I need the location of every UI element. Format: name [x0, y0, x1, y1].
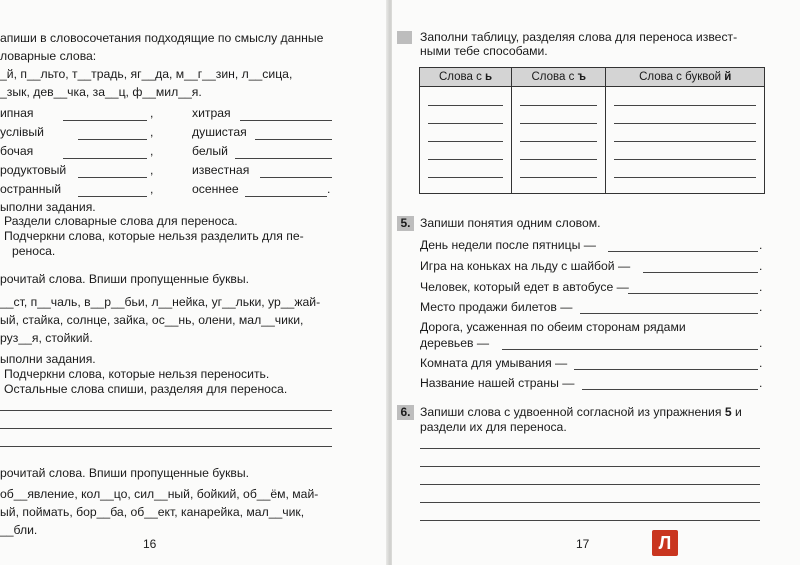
task-intro-line: _зык, дев__чка, за__ц, ф__мил__я.	[0, 85, 202, 99]
task-line: Подчеркни слова, которые нельзя разделить для пе-	[4, 229, 304, 243]
task-title: Запиши понятия одним словом.	[420, 216, 601, 230]
right-page	[392, 0, 800, 565]
definition-item: Комната для умывания —	[420, 356, 568, 370]
period: .	[327, 182, 331, 196]
column-header-hard-sign: Слова с ъ	[512, 68, 606, 87]
answer-line[interactable]	[78, 196, 147, 197]
comma: ,	[150, 106, 154, 120]
answer-line[interactable]	[628, 293, 758, 294]
pair-left-label: ипная	[0, 106, 34, 120]
pair-right-label: душистая	[192, 125, 247, 139]
task-line: __бли.	[0, 523, 38, 537]
answer-line[interactable]	[245, 196, 327, 197]
task-line: __ст, п__чаль, в__р__бьи, л__нейка, уг__льки, ур__жай-	[0, 295, 321, 309]
definition-item: Человек, который едет в автобусе —	[420, 280, 629, 294]
task-line: ными тебе способами.	[420, 44, 548, 58]
task-line: раздели их для переноса.	[420, 420, 567, 434]
task-intro-line: _й, п__льто, т__традь, яг__да, м__г__зин, л__сица,	[0, 67, 293, 81]
column-header-letter-y: Слова с буквой й	[606, 68, 765, 87]
word-split-table	[419, 67, 765, 194]
writing-line[interactable]	[0, 428, 332, 429]
answer-line[interactable]	[608, 251, 758, 252]
publisher-logo: Л	[652, 530, 678, 556]
task-line: реноса.	[12, 244, 56, 258]
comma: ,	[150, 163, 154, 177]
period: .	[759, 376, 763, 390]
answer-line[interactable]	[574, 369, 758, 370]
pair-left-label: бочая	[0, 144, 34, 158]
answer-line[interactable]	[235, 158, 332, 159]
writing-line[interactable]	[420, 502, 760, 503]
pair-left-label: услівый	[0, 125, 44, 139]
task-line: ый, стайка, солнце, зайка, ос__нь, олени, мал__чики,	[0, 313, 304, 327]
comma: ,	[150, 182, 154, 196]
writing-line[interactable]	[420, 466, 760, 467]
answer-line[interactable]	[78, 139, 147, 140]
task-number-badge: 6.	[397, 405, 414, 420]
table-cell[interactable]	[606, 87, 765, 194]
task-number-badge: 5.	[397, 216, 414, 231]
comma: ,	[150, 144, 154, 158]
period: .	[759, 356, 763, 370]
pair-right-label: осеннее	[192, 182, 239, 196]
left-page	[0, 0, 388, 565]
definition-item: Название нашей страны —	[420, 376, 575, 390]
writing-line[interactable]	[420, 520, 760, 521]
pair-right-label: белый	[192, 144, 228, 158]
answer-line[interactable]	[582, 389, 758, 390]
answer-line[interactable]	[63, 158, 147, 159]
period: .	[759, 280, 763, 294]
definition-item: День недели после пятницы —	[420, 238, 596, 252]
answer-line[interactable]	[240, 120, 332, 121]
writing-line[interactable]	[0, 410, 332, 411]
definition-item: Дорога, усаженная по обеим сторонам рядами	[420, 320, 686, 334]
task-intro-line: апиши в словосочетания подходящие по смыслу данные	[0, 31, 324, 45]
pair-right-label: хитрая	[192, 106, 231, 120]
task-line: Подчеркни слова, которые нельзя переносить.	[4, 367, 270, 381]
answer-line[interactable]	[643, 272, 758, 273]
comma: ,	[150, 125, 154, 139]
task-line: Заполни таблицу, разделяя слова для переноса извест-	[420, 30, 738, 44]
pair-left-label: родуктовый	[0, 163, 67, 177]
task-line: ыполни задания.	[0, 352, 96, 366]
page-number: 16	[143, 537, 157, 551]
task-line: рочитай слова. Впиши пропущенные буквы.	[0, 466, 250, 480]
definition-item: деревьев —	[420, 336, 490, 350]
answer-line[interactable]	[502, 349, 758, 350]
writing-line[interactable]	[420, 448, 760, 449]
task-line: рочитай слова. Впиши пропущенные буквы.	[0, 272, 250, 286]
pair-left-label: остранный	[0, 182, 62, 196]
task-intro-line: ловарные слова:	[0, 49, 97, 63]
answer-line[interactable]	[580, 313, 758, 314]
column-header-soft-sign: Слова с ь	[420, 68, 512, 87]
task-line: ыполни задания.	[0, 200, 96, 214]
page-number: 17	[576, 537, 590, 551]
task-line: ый, поймать, бор__ба, об__ект, канарейка, мал__чик,	[0, 505, 305, 519]
writing-line[interactable]	[0, 446, 332, 447]
task-line: руз__я, стойкий.	[0, 331, 93, 345]
pair-right-label: известная	[192, 163, 250, 177]
period: .	[759, 259, 763, 273]
task-line: Остальные слова спиши, разделяя для переноса.	[4, 382, 288, 396]
answer-line[interactable]	[63, 120, 147, 121]
answer-line[interactable]	[78, 177, 147, 178]
answer-line[interactable]	[260, 177, 332, 178]
answer-line[interactable]	[255, 139, 332, 140]
task-badge	[397, 31, 412, 44]
period: .	[759, 300, 763, 314]
task-line: об__явление, кол__цо, сил__ный, бойкий, об__ём, май-	[0, 487, 319, 501]
table-cell[interactable]	[420, 87, 512, 194]
task-line: Запиши слова с удвоенной согласной из упражнения 5 и	[420, 405, 742, 419]
task-line: Раздели словарные слова для переноса.	[4, 214, 238, 228]
definition-item: Игра на коньках на льду с шайбой —	[420, 259, 631, 273]
definition-item: Место продажи билетов —	[420, 300, 573, 314]
writing-line[interactable]	[420, 484, 760, 485]
table-cell[interactable]	[512, 87, 606, 194]
period: .	[759, 336, 763, 350]
period: .	[759, 238, 763, 252]
